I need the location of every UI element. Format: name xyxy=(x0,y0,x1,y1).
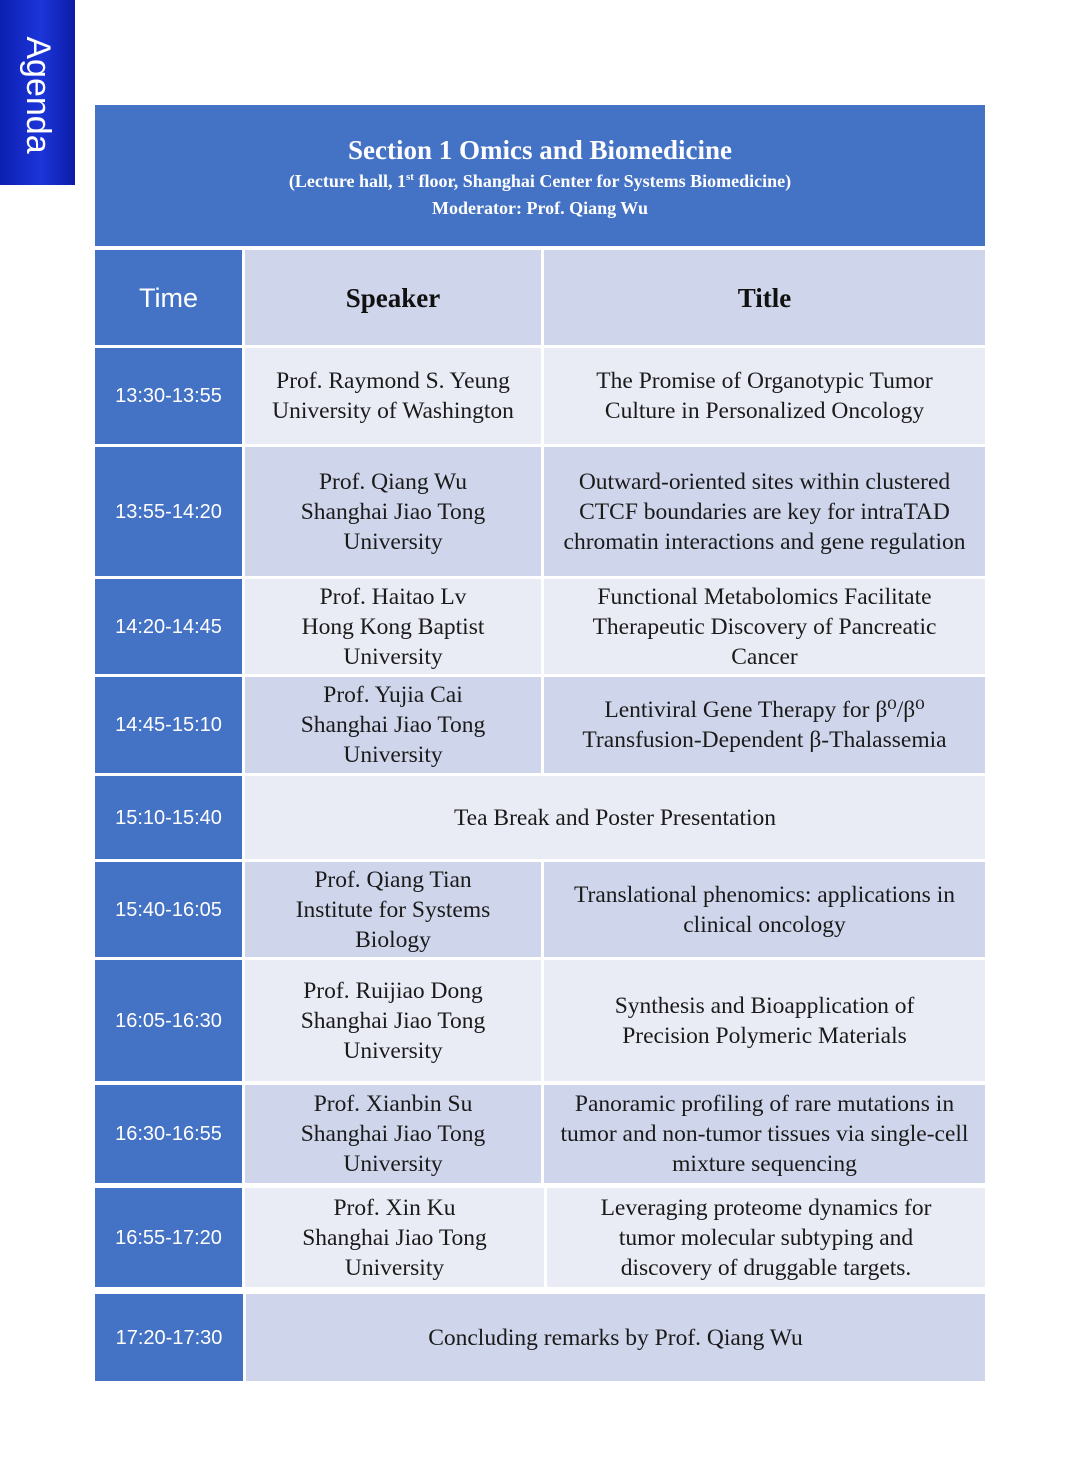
speaker-name: Prof. Qiang Wu xyxy=(318,468,468,495)
row-speaker xyxy=(245,862,541,957)
speaker-affiliation: Shanghai Jiao Tong University xyxy=(300,1121,486,1177)
row-speaker xyxy=(245,348,541,444)
row-speaker xyxy=(245,1085,541,1183)
row-title: Lentiviral Gene Therapy for β⁰/β⁰ Transfusion-Dependent β-Thalassemia xyxy=(544,677,985,773)
section-title: Section 1 Omics and Biomedicine xyxy=(348,135,732,165)
row-time: 14:45-15:10 xyxy=(95,677,242,773)
row-time: 16:30-16:55 xyxy=(95,1085,242,1183)
row-time: 13:30-13:55 xyxy=(95,348,242,444)
speaker-name: Prof. Xianbin Su xyxy=(313,1091,473,1117)
row-speaker xyxy=(245,447,541,576)
row-time: 15:10-15:40 xyxy=(95,776,242,859)
agenda-label: Agenda xyxy=(19,36,57,154)
row-speaker xyxy=(245,960,541,1081)
speaker-name: Prof. Ruijiao Dong xyxy=(303,977,483,1004)
row-time: 14:20-14:45 xyxy=(95,579,242,674)
row-event: Tea Break and Poster Presentation xyxy=(245,776,985,859)
speaker-affiliation: Institute for Systems Biology xyxy=(295,896,491,953)
speaker-affiliation: Shanghai Jiao Tong University xyxy=(300,1007,486,1064)
speaker-affiliation: Shanghai Jiao Tong University xyxy=(300,498,486,555)
column-header-title: Title xyxy=(544,250,985,345)
section-venue: (Lecture hall, 1st floor, Shanghai Center for Systems Biomedicine) xyxy=(288,171,792,191)
row-title: Outward-oriented sites within clustered CTCF boundaries are key for intraTAD chromatin interactions and gene regulation xyxy=(544,447,985,576)
speaker-name: Prof. Raymond S. Yeung xyxy=(276,368,510,394)
speaker-name: Prof. Qiang Tian xyxy=(314,866,472,893)
row-title: Leveraging proteome dynamics for tumor molecular subtyping and discovery of druggable targets. xyxy=(547,1188,985,1287)
speaker-affiliation: Shanghai Jiao Tong University xyxy=(300,712,486,768)
row-title: Panoramic profiling of rare mutations in tumor and non-tumor tissues via single-cell mixture sequencing xyxy=(544,1085,985,1183)
speaker-name: Prof. Yujia Cai xyxy=(323,682,463,708)
row-time: 16:05-16:30 xyxy=(95,960,242,1081)
row-title: Functional Metabolomics Facilitate Therapeutic Discovery of Pancreatic Cancer xyxy=(544,579,985,674)
row-title: Translational phenomics: applications in clinical oncology xyxy=(544,862,985,957)
row-time: 15:40-16:05 xyxy=(95,862,242,957)
speaker-name: Prof. Xin Ku xyxy=(333,1194,456,1221)
column-header-time: Time xyxy=(95,250,242,345)
row-speaker xyxy=(245,1188,544,1287)
section-moderator: Moderator: Prof. Qiang Wu xyxy=(432,198,648,218)
row-time: 16:55-17:20 xyxy=(95,1188,242,1287)
speaker-name: Prof. Haitao Lv xyxy=(319,583,467,610)
row-event: Concluding remarks by Prof. Qiang Wu xyxy=(246,1294,985,1381)
section-header xyxy=(95,105,985,246)
row-speaker xyxy=(245,677,541,773)
column-header-speaker: Speaker xyxy=(245,250,541,345)
speaker-affiliation: University of Washington xyxy=(272,398,514,424)
row-time: 13:55-14:20 xyxy=(95,447,242,576)
row-time: 17:20-17:30 xyxy=(95,1294,243,1381)
row-title: Synthesis and Bioapplication of Precision Polymeric Materials xyxy=(544,960,985,1081)
speaker-affiliation: Shanghai Jiao Tong University xyxy=(302,1224,487,1281)
speaker-affiliation: Hong Kong Baptist University xyxy=(301,613,485,670)
row-speaker xyxy=(245,579,541,674)
agenda-tab xyxy=(0,0,75,185)
row-title: The Promise of Organotypic Tumor Culture in Personalized Oncology xyxy=(544,348,985,444)
